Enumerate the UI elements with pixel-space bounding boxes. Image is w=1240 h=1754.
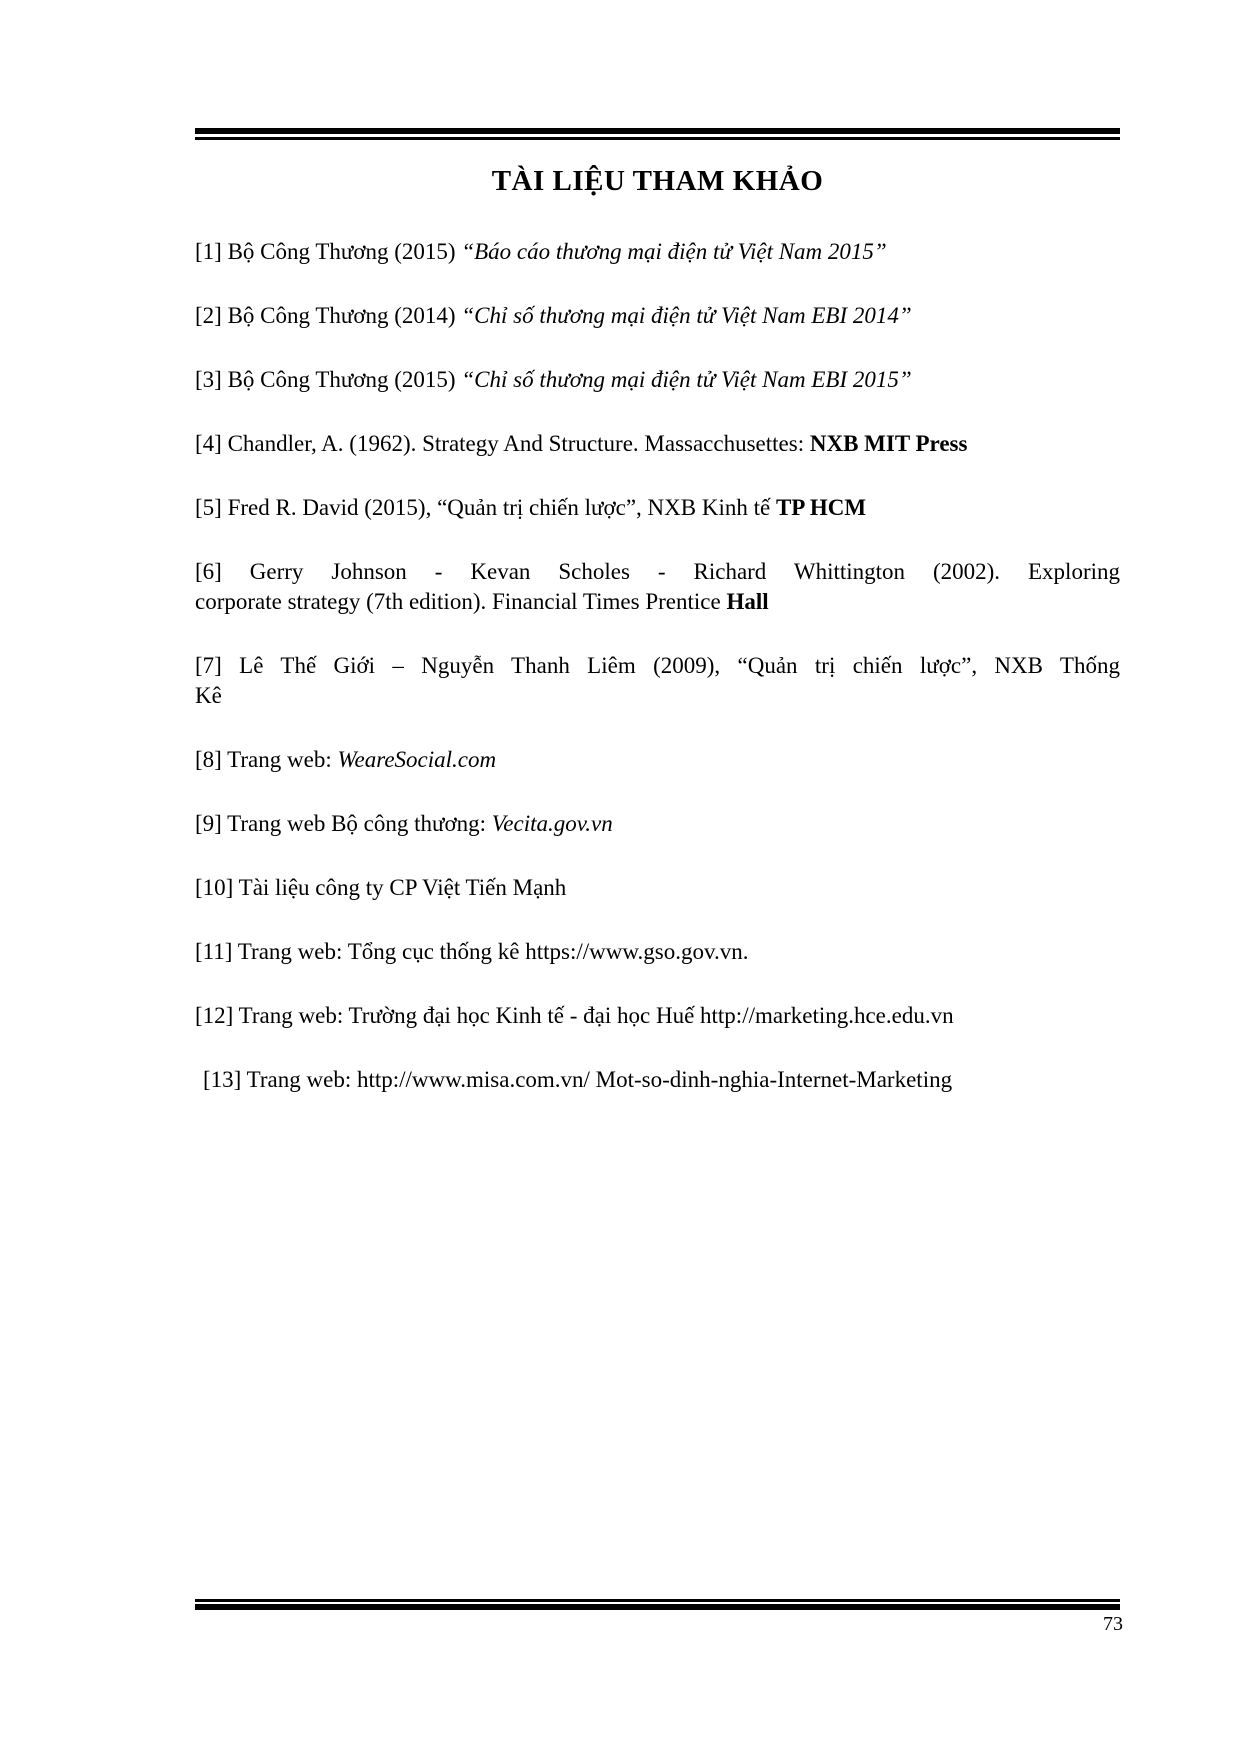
text-run: [10] Tài liệu công ty CP Việt Tiến Mạnh	[195, 875, 567, 900]
reference-entry	[195, 301, 1120, 331]
reference-entry	[195, 809, 1120, 839]
references-list	[195, 237, 1120, 1095]
text-run: [11] Trang web: Tổng cục thống kê https://www.gso.gov.vn.	[195, 939, 749, 964]
text-run: [1] Bộ Công Thương (2015)	[195, 239, 462, 264]
reference-entry	[195, 873, 1120, 903]
reference-entry	[195, 493, 1120, 523]
text-run: [8] Trang web:	[195, 747, 338, 772]
text-run: TP HCM	[775, 495, 867, 520]
reference-line	[195, 587, 1120, 617]
reference-line	[195, 873, 1120, 903]
reference-line	[195, 301, 1120, 331]
reference-line	[195, 937, 1120, 967]
reference-entry	[195, 1065, 1120, 1095]
text-run: [6] Gerry Johnson - Kevan Scholes - Richard Whittington (2002). Exploring	[195, 559, 1120, 584]
text-run: Hall	[726, 589, 769, 614]
page-title: TÀI LIỆU THAM KHẢO	[491, 165, 824, 197]
reference-line	[195, 365, 1120, 395]
reference-entry	[195, 651, 1120, 711]
reference-entry	[195, 557, 1120, 617]
reference-line	[195, 681, 1120, 711]
text-run: [9] Trang web Bộ công thương:	[195, 811, 492, 836]
header-divider	[195, 128, 1120, 140]
text-run: Vecita.gov.vn	[491, 811, 613, 836]
reference-line	[195, 1001, 1120, 1031]
reference-line	[195, 237, 1120, 267]
footer-divider	[195, 1599, 1120, 1610]
reference-line	[195, 429, 1120, 459]
reference-entry	[195, 1001, 1120, 1031]
reference-line	[195, 651, 1120, 681]
reference-entry	[195, 745, 1120, 775]
text-run: Kê	[195, 683, 222, 708]
text-run: [4] Chandler, A. (1962). Strategy And Structure. Massacchusettes:	[195, 431, 810, 456]
text-run: [12] Trang web: Trường đại học Kinh tế - đại học Huế http://marketing.hce.edu.vn	[195, 1003, 954, 1028]
text-run: corporate strategy (7th edition). Financial Times Prentice	[195, 589, 727, 614]
reference-line	[195, 493, 1120, 523]
text-run: NXB MIT Press	[809, 431, 968, 456]
text-run: [13] Trang web: http://www.misa.com.vn/ Mot-so-dinh-nghia-Internet-Marketing	[203, 1067, 953, 1092]
reference-entry	[195, 237, 1120, 267]
text-run: [5] Fred R. David (2015), “Quản trị chiến lược”, NXB Kinh tế	[195, 495, 776, 520]
reference-entry	[195, 365, 1120, 395]
reference-line	[195, 557, 1120, 587]
reference-entry	[195, 429, 1120, 459]
page-number: 73	[1103, 1613, 1123, 1635]
text-run: WeareSocial.com	[337, 747, 497, 772]
text-run: [2] Bộ Công Thương (2014)	[195, 303, 462, 328]
text-run: “Chỉ số thương mại điện tử Việt Nam EBI 2014”	[461, 303, 912, 328]
reference-line	[195, 809, 1120, 839]
text-run: “Báo cáo thương mại điện tử Việt Nam 2015”	[461, 239, 887, 264]
text-run: [3] Bộ Công Thương (2015)	[195, 367, 462, 392]
reference-entry	[195, 937, 1120, 967]
reference-line	[195, 1065, 1120, 1095]
reference-line	[195, 745, 1120, 775]
text-run: “Chỉ số thương mại điện tử Việt Nam EBI 2015”	[461, 367, 912, 392]
text-run: [7] Lê Thế Giới – Nguyễn Thanh Liêm (2009), “Quản trị chiến lược”, NXB Thống	[195, 653, 1120, 678]
